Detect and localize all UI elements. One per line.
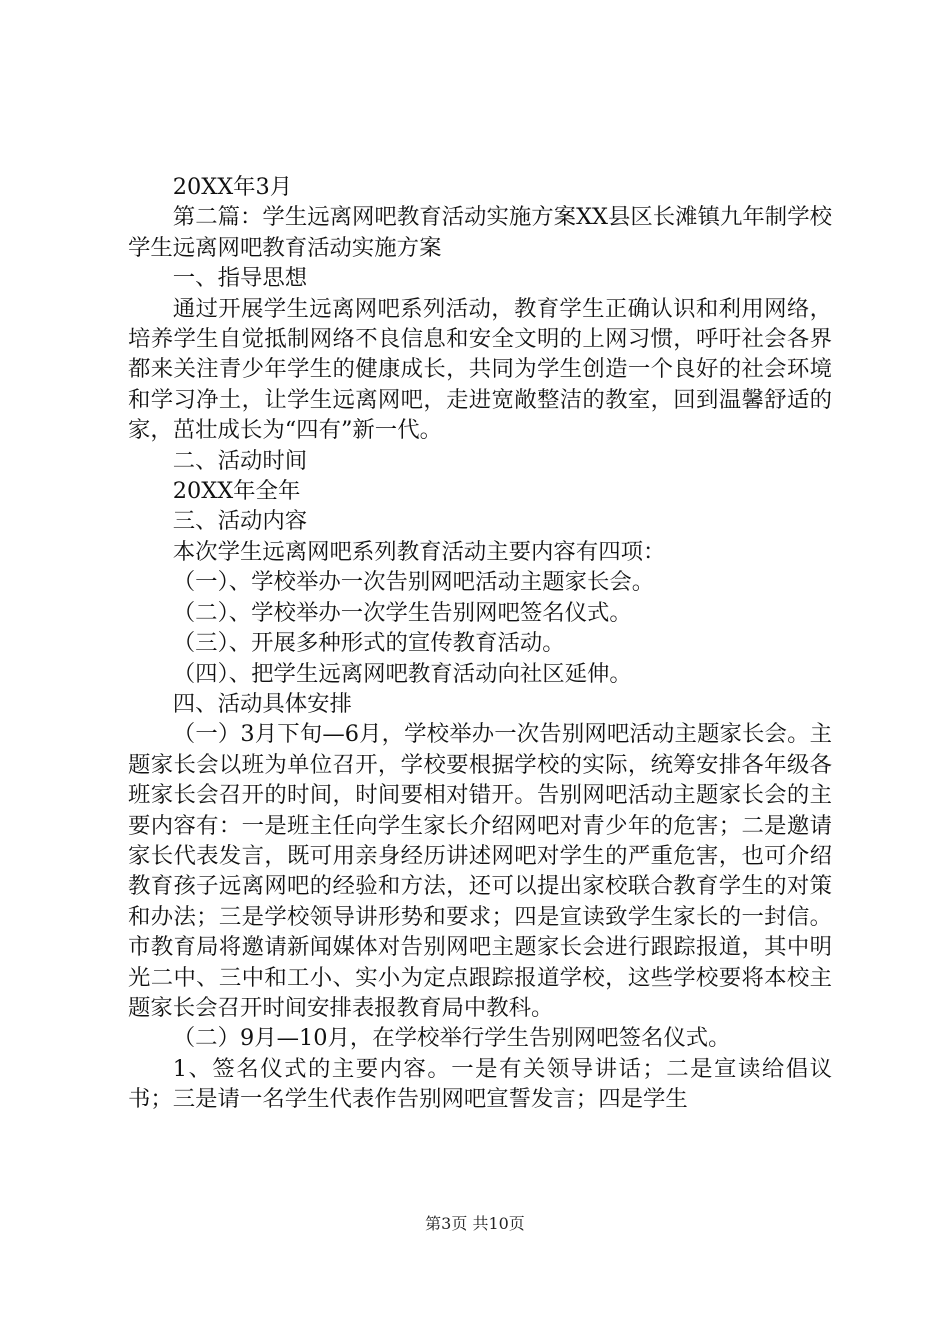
heading-specific-arrangements: 四、活动具体安排 bbox=[172, 690, 352, 717]
paragraph-arrangement-1: （一）3月下旬—6月，学校举办一次告别网吧活动主题家长会。主题家长会以班为单位召开，学校要根据学校的实际，统筹安排各年级各班家长会召开的时间，时间要相对错开。告别网吧活动主题家长会的主要内容有：一是班主任向学生家长介绍网吧对青少年的危害；二是邀请家长代表发言，既可用亲身经历讲述网吧对学生的严重危害，也可介绍教育孩子远离网吧的经验和方法，还可以提出家校联合教育学生的对策和办法；三是学校领导讲形势和要求；四是宣读致学生家长的一封信。市教育局将邀请新闻媒体对告别网吧主题家长会进行跟踪报道，其中明光二中、三中和工小、实小为定点跟踪报道学校，这些学校要将本校主题家长会召开时间安排表报教育局中教科。 bbox=[128, 721, 832, 1021]
document-body bbox=[128, 172, 832, 1115]
paragraph-guiding-ideology: 通过开展学生远离网吧系列活动，教育学生正确认识和利用网络，培养学生自觉抵制网络不良信息和安全文明的上网习惯，呼吁社会各界都来关注青少年学生的健康成长，共同为学生创造一个良好的社会环境和学习净土，让学生远离网吧，走进宽敞整洁的教室，回到温馨舒适的家，茁壮成长为“四有”新一代。 bbox=[128, 295, 832, 444]
list-item: （三）、开展多种形式的宣传教育活动。 bbox=[172, 630, 565, 657]
list-item: （二）、学校举办一次学生告别网吧签名仪式。 bbox=[172, 599, 632, 626]
paragraph-arrangement-2: （二）9月—10月，在学校举行学生告别网吧签名仪式。 bbox=[172, 1025, 731, 1052]
activity-time-value: 20XX年全年 bbox=[172, 478, 301, 505]
heading-activity-time: 二、活动时间 bbox=[172, 447, 308, 474]
date-line: 20XX年3月 bbox=[172, 174, 293, 200]
heading-guiding-ideology: 一、指导思想 bbox=[172, 265, 308, 292]
paragraph-signing-ceremony: 1、签名仪式的主要内容。一是有关领导讲话；二是宣读给倡议书；三是请一名学生代表作告别网吧宣誓发言；四是学生 bbox=[128, 1055, 832, 1113]
section-title: 第二篇：学生远离网吧教育活动实施方案XX县区长滩镇九年制学校学生远离网吧教育活动实施方案 bbox=[128, 204, 832, 261]
page-number-label: 第3页 共10页 bbox=[425, 1214, 525, 1233]
list-item: （四）、把学生远离网吧教育活动向社区延伸。 bbox=[172, 660, 632, 687]
activity-content-intro: 本次学生远离网吧系列教育活动主要内容有四项： bbox=[172, 538, 666, 565]
page-footer bbox=[0, 1213, 950, 1235]
heading-activity-content: 三、活动内容 bbox=[172, 508, 308, 535]
list-item: （一）、学校举办一次告别网吧活动主题家长会。 bbox=[172, 569, 655, 596]
